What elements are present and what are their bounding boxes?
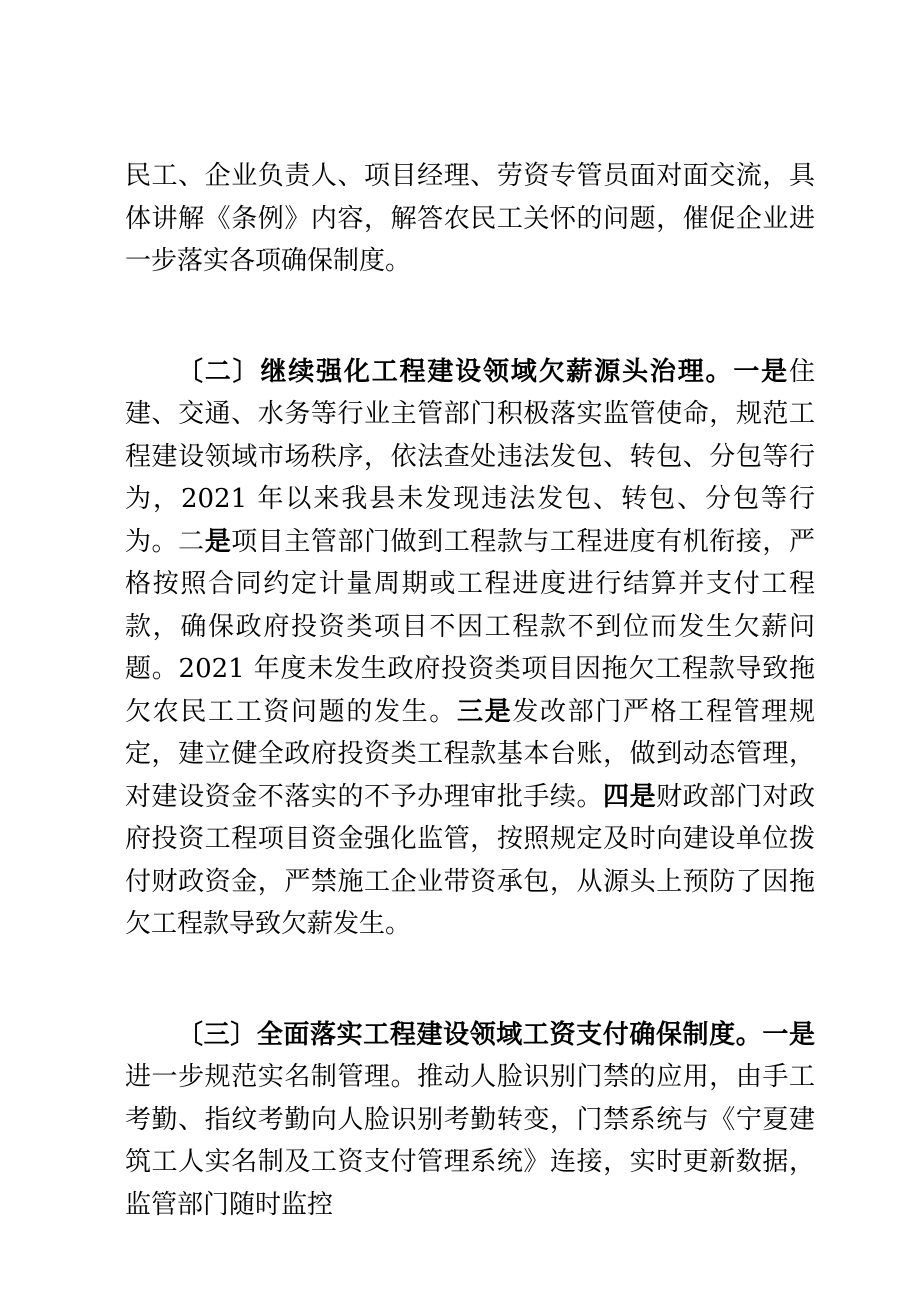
paragraph-text: 财政部门对政府投资工程项目资金强化监管，按照规定及时向建设单位拨付财政资金，严禁施工企业带资承包，从源头上预防了因拖欠工程款导致欠薪发生。 [125,781,815,939]
emphasis-text: 三是 [456,696,513,727]
paragraph-gap [125,946,815,1014]
emphasis-text: 四是 [603,781,657,812]
paragraph-text: 进一步规范实名制管理。推动人脸识别门禁的应用，由手工考勤、指纹考勤向人脸识别考勤转变，门禁系统与《宁夏建筑工人实名制及工资支付管理系统》连接，实时更新数据，监管部门随时监控 [125,1062,815,1220]
paragraph-text: 项目主管部门做到工程款与工程进度有机衔接，严格按照合同约定计量周期或工程进度进行结算并支付工程款，确保政府投资类项目不因工程款不到位而发生欠薪问题。2021 年度未发生政府投资类项目因拖欠工程款导致拖欠农民工工资问题的发生。 [125,526,815,727]
paragraph-section-2 [125,351,815,946]
emphasis-text: 是 [204,526,232,557]
section-heading: 〔二〕继续强化工程建设领域欠薪源头治理。一是 [177,356,789,387]
paragraph-gap [125,283,815,351]
paragraph-intro [125,155,815,283]
paragraph-text: 民工、企业负责人、项目经理、劳资专管员面对面交流，具体讲解《条例》内容，解答农民工关怀的问题，催促企业进一步落实各项确保制度。 [125,161,815,276]
document-page [125,155,815,1226]
paragraph-section-3 [125,1014,815,1227]
paragraph-text: 住建、交通、水务等行业主管部门积极落实监管使命，规范工程建设领域市场秩序，依法查处违法发包、转包、分包等行为，2021 年以来我县未发现违法发包、转包、分包等行为。二 [125,356,815,557]
section-heading: 〔三〕全面落实工程建设领域工资支付确保制度。一是 [177,1019,815,1050]
paragraph-text: 发改部门严格工程管理规定，建立健全政府投资类工程款基本台账，做到动态管理，对建设资金不落实的不予办理审批手续。 [125,696,815,812]
